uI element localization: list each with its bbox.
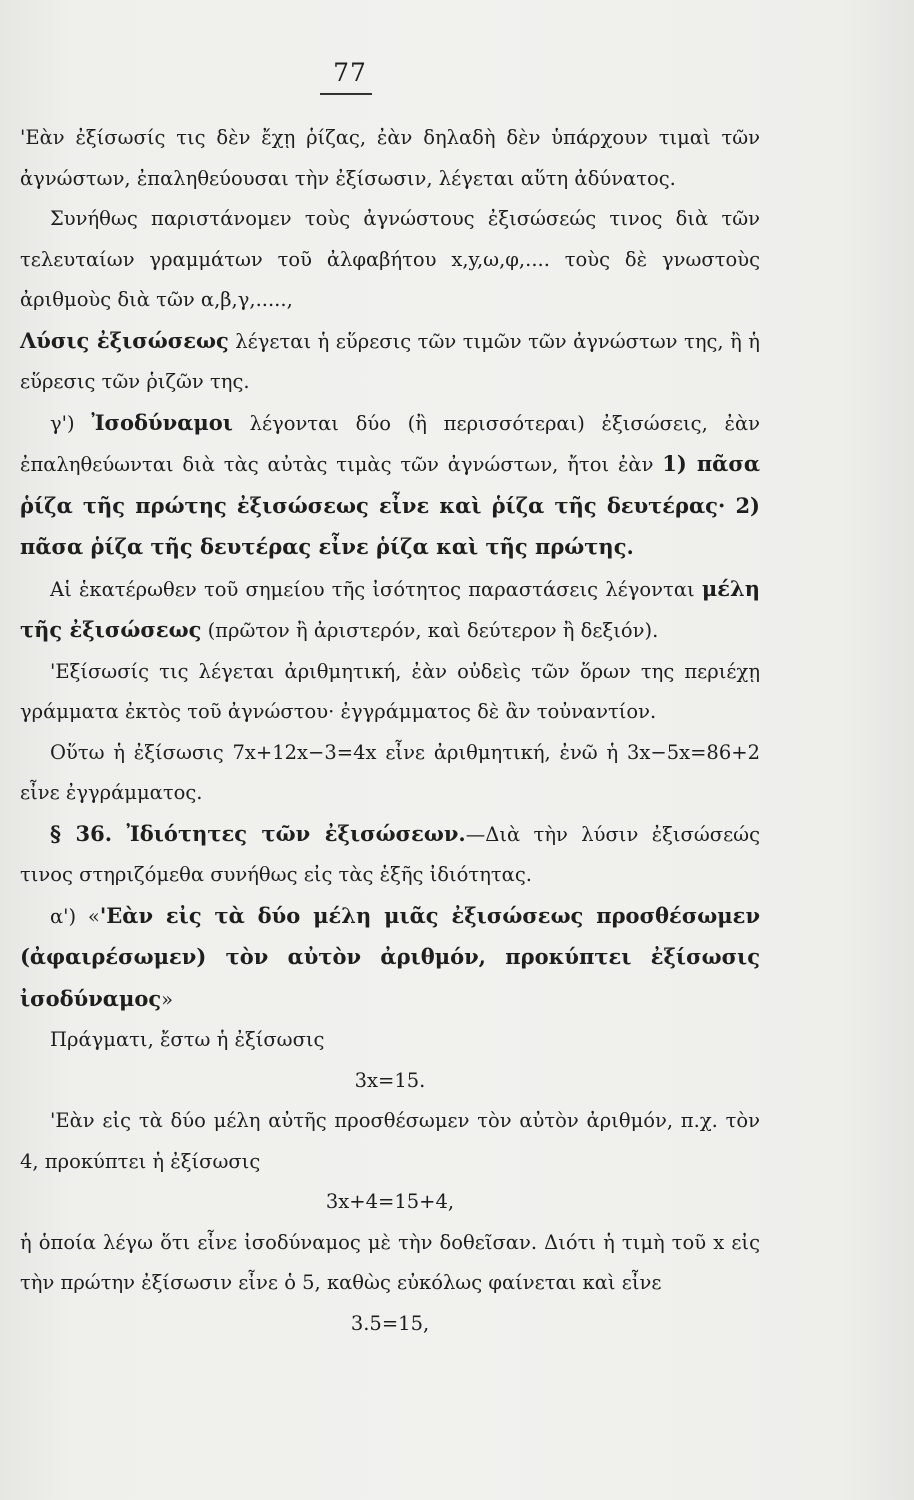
paragraph-numeric-equation: 'Εξίσωσίς τις λέγεται ἀριθμητική, ἐὰν οὐδεὶς τῶν ὅρων της περιέχῃ γράμματα ἐκτὸς τοῦ ἀγνώστου· ἐγγράμματος δὲ ἂν τοὐναντίον.: [20, 659, 760, 723]
paragraph-equivalent-equations: γ') Ἰσοδύναμοι λέγονται δύο (ἢ περισσότεραι) ἐξισώσεις, ἐὰν ἐπαληθεύωνται διὰ τὰς αὐτὰς τιμὰς τῶν ἀγνώστων, ἤτοι ἐὰν 1) πᾶσα ῥίζα τῆς πρώτης ἐξισώσεως εἶνε καὶ ῥίζα τῆς δευτέρας· 2) πᾶσα ῥίζα τῆς δευτέρας εἶνε ῥίζα καὶ τῆς πρώτης.: [20, 409, 760, 559]
equivalence-conditions: 1) πᾶσα ῥίζα τῆς πρώτης ἐξισώσεως εἶνε καὶ ῥίζα τῆς δευτέρας· 2) πᾶσα ῥίζα τῆς δευτέρας εἶνε ῥίζα καὶ τῆς πρώτης.: [20, 451, 760, 559]
equation-2: 3x+4=15+4,: [325, 1190, 455, 1213]
paragraph-proof-intro: Πράγματι, ἔστω ἡ ἐξίσωσις: [50, 1028, 325, 1051]
equation-3: 3.5=15,: [350, 1311, 430, 1335]
paragraph-notation: Συνήθως παριστάνομεν τοὺς ἀγνώστους ἐξισώσεώς τινος διὰ τῶν τελευταίων γραμμάτων τοῦ ἀλφαβήτου x,y,ω,φ,.... τοὺς δὲ γνωστοὺς ἀριθμοὺς διὰ τῶν α,β,γ,.....,: [20, 207, 760, 311]
page-number-rule: [320, 93, 372, 95]
section-title: § 36. Ἰδιότητες τῶν ἐξισώσεων.: [50, 820, 466, 846]
equation-1: 3x=15.: [354, 1068, 426, 1092]
paragraph-members: Αἱ ἑκατέρωθεν τοῦ σημείου τῆς ἰσότητος παραστάσεις λέγονται μέλη τῆς ἐξισώσεως (πρῶτον ἢ ἀριστερόν, καὶ δεύτερον ἢ δεξιόν).: [20, 575, 760, 642]
paragraph-impossible-equation: 'Εὰν ἐξίσωσίς τις δὲν ἔχῃ ῥίζας, ἐὰν δηλαδὴ δὲν ὑπάρχουν τιμαὶ τῶν ἀγνώστων, ἐπαληθεύουσαι τὴν ἐξίσωσιν, λέγεται αὕτη ἀδύνατος.: [20, 126, 760, 190]
property-alpha: α') «'Εὰν εἰς τὰ δύο μέλη μιᾶς ἐξισώσεως προσθέσωμεν (ἀφαιρέσωμεν) τὸν αὐτὸν ἀριθμόν, προκύπτει ἐξίσωσις ἰσοδύναμος»: [20, 902, 761, 1011]
property-alpha-statement: 'Εὰν εἰς τὰ δύο μέλη μιᾶς ἐξισώσεως προσθέσωμεν (ἀφαιρέσωμεν) τὸν αὐτὸν ἀριθμόν, προκύπτει ἐξίσωσις ἰσοδύναμος: [20, 902, 761, 1011]
page-number: 77: [333, 58, 367, 87]
term-equivalent: Ἰσοδύναμοι: [91, 409, 233, 435]
page-body: [20, 118, 760, 1344]
term-members: μέλη τῆς ἐξισώσεως: [20, 575, 760, 642]
term-solution: Λύσις ἐξισώσεως: [20, 327, 229, 353]
paragraph-solution-definition: Λύσις ἐξισώσεως λέγεται ἡ εὕρεσις τῶν τιμῶν τῶν ἀγνώστων της, ἢ ἡ εὕρεσις τῶν ῥιζῶν της.: [20, 327, 760, 393]
paragraph-example: Οὕτω ἡ ἐξίσωσις 7x+12x−3=4x εἶνε ἀριθμητική, ἐνῶ ἡ 3x−5x=86+2 εἶνε ἐγγράμματος.: [20, 740, 760, 804]
paragraph-equivalence-proof: ἡ ὁποία λέγω ὅτι εἶνε ἰσοδύναμος μὲ τὴν δοθεῖσαν. Διότι ἡ τιμὴ τοῦ x εἰς τὴν πρώτην ἐξίσωσιν εἶνε ὁ 5, καθὼς εὐκόλως φαίνεται καὶ εἶνε: [20, 1230, 760, 1294]
section-36-heading: § 36. Ἰδιότητες τῶν ἐξισώσεων.—Διὰ τὴν λύσιν ἐξισώσεώς τινος στηριζόμεθα συνήθως εἰς τὰς ἑξῆς ἰδιότητας.: [20, 820, 761, 886]
paragraph-add-number: 'Εὰν εἰς τὰ δύο μέλη αὐτῆς προσθέσωμεν τὸν αὐτὸν ἀριθμόν, π.χ. τὸν 4, προκύπτει ἡ ἐξίσωσις: [20, 1109, 760, 1173]
